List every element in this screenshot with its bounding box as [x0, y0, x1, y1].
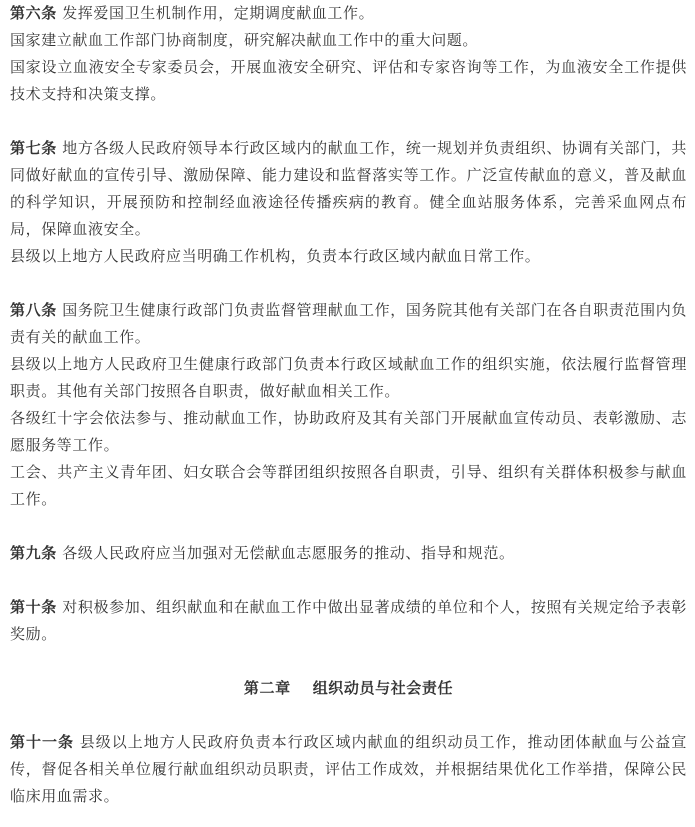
article-text: 国务院卫生健康行政部门负责监督管理献血工作，国务院其他有关部门在各自职责范围内负责有关的献血工作。 [10, 301, 687, 346]
article-number: 第九条 [10, 544, 57, 562]
article-number: 第八条 [10, 301, 57, 319]
chapter-number: 第二章 [243, 679, 291, 697]
article-paragraph: 县级以上地方人民政府卫生健康行政部门负责本行政区域献血工作的组织实施，依法履行监督管理职责。其他有关部门按照各自职责，做好献血相关工作。 [10, 355, 687, 400]
article-paragraph: 国家设立血液安全专家委员会，开展血液安全研究、评估和专家咨询等工作，为血液安全工作提供技术支持和决策支撑。 [10, 58, 687, 103]
article-text: 对积极参加、组织献血和在献血工作中做出显著成绩的单位和个人，按照有关规定给予表彰奖励。 [10, 598, 687, 643]
article-paragraph [10, 0, 687, 27]
article-paragraph: 各级红十字会依法参与、推动献血工作，协助政府及其有关部门开展献血宣传动员、表彰激励、志愿服务等工作。 [10, 409, 687, 454]
article-9 [10, 540, 687, 567]
paragraph-gap [10, 567, 687, 594]
paragraph-gap [10, 108, 687, 135]
article-10 [10, 594, 687, 648]
paragraph-gap [10, 648, 687, 675]
article-text: 各级人民政府应当加强对无偿献血志愿服务的推动、指导和规范。 [62, 544, 515, 562]
article-paragraph: 国家建立献血工作部门协商制度，研究解决献血工作中的重大问题。 [10, 31, 479, 49]
article-paragraph [10, 135, 687, 243]
chapter-title: 组织动员与社会责任 [312, 679, 454, 697]
article-11 [10, 729, 687, 810]
article-6 [10, 0, 687, 108]
paragraph-gap [10, 702, 687, 729]
article-paragraph [10, 540, 687, 567]
article-paragraph: 工会、共产主义青年团、妇女联合会等群团组织按照各自职责，引导、组织有关群体积极参与献血工作。 [10, 463, 687, 508]
article-text: 县级以上地方人民政府负责本行政区域内献血的组织动员工作，推动团体献血与公益宣传，督促各相关单位履行献血组织动员职责，评估工作成效，并根据结果优化工作举措，保障公民临床用血需求。 [10, 733, 687, 805]
article-7 [10, 135, 687, 270]
article-number: 第七条 [10, 139, 57, 157]
article-8 [10, 297, 687, 513]
article-paragraph: 县级以上地方人民政府应当明确工作机构，负责本行政区域内献血日常工作。 [10, 247, 541, 265]
article-number: 第十条 [10, 598, 57, 616]
article-number: 第六条 [10, 4, 57, 22]
article-paragraph [10, 297, 687, 351]
article-paragraph [10, 594, 687, 648]
paragraph-gap [10, 270, 687, 297]
article-number: 第十一条 [10, 733, 74, 751]
paragraph-gap [10, 513, 687, 540]
chapter-heading [10, 675, 687, 702]
article-text: 地方各级人民政府领导本行政区域内的献血工作，统一规划并负责组织、协调有关部门，共同做好献血的宣传引导、激励保障、能力建设和监督落实等工作。广泛宣传献血的意义，普及献血的科学知识，开展预防和控制经血液途径传播疾病的教育。健全血站服务体系，完善采血网点布局，保障血液安全。 [10, 139, 687, 238]
article-paragraph [10, 729, 687, 810]
article-text: 发挥爱国卫生机制作用，定期调度献血工作。 [62, 4, 375, 22]
